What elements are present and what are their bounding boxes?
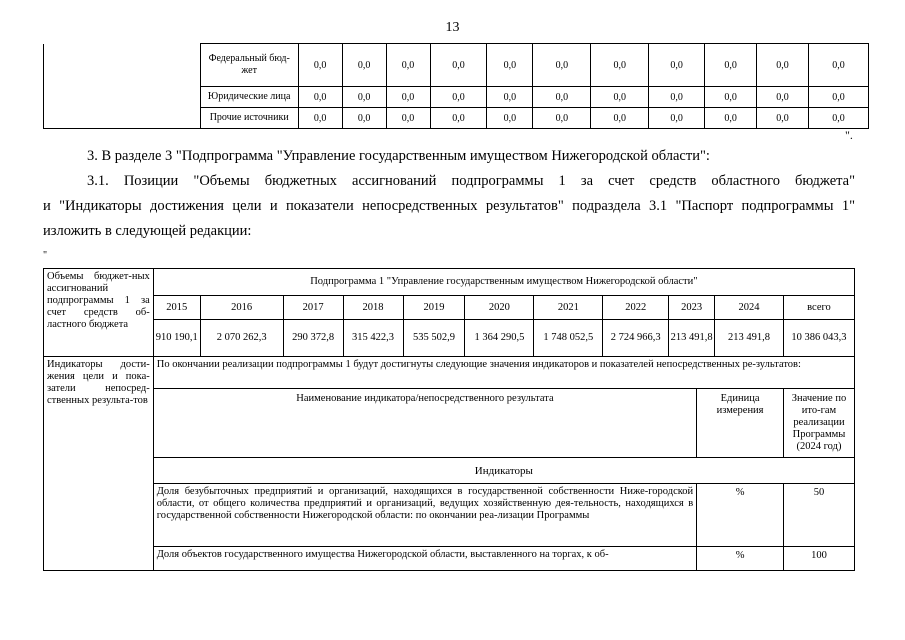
value-cell: 0,0 bbox=[757, 87, 809, 108]
indicators-intro: По окончании реализации подпрограммы 1 будут достигнуты следующие значения индикаторов и показателей непосредственных ре-зультатов: bbox=[153, 357, 854, 389]
value-cell: 0,0 bbox=[591, 108, 649, 129]
indicator-value: 50 bbox=[783, 484, 854, 547]
passport-table bbox=[43, 268, 855, 571]
value-cell: 0,0 bbox=[533, 87, 591, 108]
value-cell: 0,0 bbox=[705, 44, 757, 87]
amount-cell: 2 724 966,3 bbox=[603, 320, 669, 357]
value-cell: 0,0 bbox=[591, 87, 649, 108]
value-cell: 0,0 bbox=[386, 108, 430, 129]
value-cell: 0,0 bbox=[430, 87, 487, 108]
value-cell: 0,0 bbox=[757, 108, 809, 129]
value-cell: 0,0 bbox=[809, 44, 869, 87]
amount-cell: 315 422,3 bbox=[343, 320, 403, 357]
indicator-name: Доля объектов государственного имущества Нижегородской области, выставленного на торгах, к об- bbox=[153, 547, 696, 571]
year-cell: 2023 bbox=[669, 296, 715, 320]
subprogram-title: Подпрограмма 1 "Управление государственным имуществом Нижегородской области" bbox=[153, 269, 854, 296]
year-cell: 2017 bbox=[283, 296, 343, 320]
row-label: Федеральный бюд-жет bbox=[200, 44, 298, 87]
header-indicator-name: Наименование индикатора/непосредственного результата bbox=[153, 389, 696, 458]
header-unit: Единица измерения bbox=[697, 389, 784, 458]
amount-cell: 290 372,8 bbox=[283, 320, 343, 357]
row-label: Юридические лица bbox=[200, 87, 298, 108]
value-cell: 0,0 bbox=[649, 108, 705, 129]
paragraph-3-1-line1: 3.1. Позиции "Объемы бюджетных ассигнований подпрограммы 1 за счет средств областного бюджета" bbox=[87, 173, 855, 189]
opening-quote: " bbox=[43, 250, 48, 261]
indicator-unit: % bbox=[697, 547, 784, 571]
table-row bbox=[44, 269, 855, 296]
value-cell: 0,0 bbox=[809, 87, 869, 108]
table-row bbox=[44, 44, 869, 87]
budget-row-label: Объемы бюджет-ных ассигнований подпрограммы 1 за счет средств об-ластного бюджета bbox=[44, 269, 154, 357]
indicator-name: Доля безубыточных предприятий и организаций, находящихся в государственной собственности Ниже-городской области, от общего количества предприятий и организаций, ведущих хозяйственную дея-тельность, находящихся в государственной собственности Нижегородской области: по окончании реа-лизации Программы bbox=[153, 484, 696, 547]
amount-cell: 910 190,1 bbox=[153, 320, 200, 357]
year-cell: 2019 bbox=[403, 296, 465, 320]
year-cell: 2016 bbox=[200, 296, 283, 320]
closing-quote: ". bbox=[845, 128, 853, 142]
value-cell: 0,0 bbox=[533, 108, 591, 129]
amount-total-cell: 10 386 043,3 bbox=[783, 320, 854, 357]
table-row bbox=[44, 484, 855, 547]
year-cell: 2021 bbox=[534, 296, 603, 320]
value-cell: 0,0 bbox=[298, 108, 342, 129]
row-label: Прочие источники bbox=[200, 108, 298, 129]
indicators-row-label: Индикаторы дости-жения цели и пока-затели непосред-ственных результа-тов bbox=[44, 357, 154, 571]
table-row bbox=[44, 458, 855, 484]
value-cell: 0,0 bbox=[298, 87, 342, 108]
value-cell: 0,0 bbox=[649, 87, 705, 108]
header-value: Значение по ито-гам реализации Программы (2024 год) bbox=[783, 389, 854, 458]
year-cell: 2018 bbox=[343, 296, 403, 320]
page-number: 13 bbox=[445, 20, 460, 35]
value-cell: 0,0 bbox=[430, 108, 487, 129]
year-cell: 2024 bbox=[715, 296, 784, 320]
value-cell: 0,0 bbox=[705, 108, 757, 129]
value-cell: 0,0 bbox=[487, 87, 533, 108]
amount-cell: 1 364 290,5 bbox=[465, 320, 534, 357]
value-cell: 0,0 bbox=[809, 108, 869, 129]
paragraph-3-1-line3: изложить в следующей редакции: bbox=[43, 223, 252, 239]
table-row bbox=[44, 357, 855, 389]
value-cell: 0,0 bbox=[487, 108, 533, 129]
empty-cell bbox=[44, 44, 201, 129]
indicator-value: 100 bbox=[783, 547, 854, 571]
value-cell: 0,0 bbox=[298, 44, 342, 87]
indicator-unit: % bbox=[697, 484, 784, 547]
year-cell: 2022 bbox=[603, 296, 669, 320]
paragraph-section-3: 3. В разделе 3 "Подпрограмма "Управление государственным имуществом Нижегородской области": bbox=[87, 148, 710, 164]
value-cell: 0,0 bbox=[533, 44, 591, 87]
indicators-section-title: Индикаторы bbox=[153, 458, 854, 484]
amount-cell: 213 491,8 bbox=[715, 320, 784, 357]
value-cell: 0,0 bbox=[342, 87, 386, 108]
value-cell: 0,0 bbox=[430, 44, 487, 87]
year-cell: 2020 bbox=[465, 296, 534, 320]
value-cell: 0,0 bbox=[487, 44, 533, 87]
year-total-cell: всего bbox=[783, 296, 854, 320]
year-cell: 2015 bbox=[153, 296, 200, 320]
value-cell: 0,0 bbox=[386, 44, 430, 87]
table-row bbox=[44, 547, 855, 571]
table-row bbox=[44, 320, 855, 357]
value-cell: 0,0 bbox=[342, 108, 386, 129]
value-cell: 0,0 bbox=[342, 44, 386, 87]
table-row bbox=[44, 296, 855, 320]
value-cell: 0,0 bbox=[705, 87, 757, 108]
top-funding-table bbox=[43, 43, 869, 129]
paragraph-3-1-line2: и "Индикаторы достижения цели и показатели непосредственных результатов" подраздела 3.1 "Паспорт подпрограммы 1" bbox=[43, 198, 855, 214]
amount-cell: 1 748 052,5 bbox=[534, 320, 603, 357]
amount-cell: 213 491,8 bbox=[669, 320, 715, 357]
amount-cell: 2 070 262,3 bbox=[200, 320, 283, 357]
value-cell: 0,0 bbox=[386, 87, 430, 108]
value-cell: 0,0 bbox=[591, 44, 649, 87]
value-cell: 0,0 bbox=[757, 44, 809, 87]
amount-cell: 535 502,9 bbox=[403, 320, 465, 357]
table-row bbox=[44, 389, 855, 458]
value-cell: 0,0 bbox=[649, 44, 705, 87]
